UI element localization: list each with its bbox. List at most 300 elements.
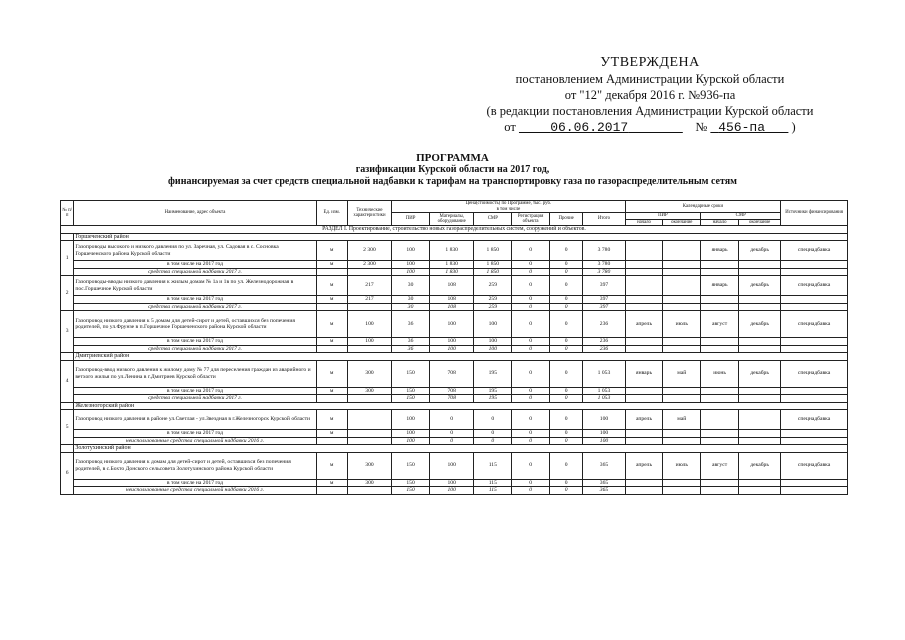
subtotal-label: в том числе на 2017 год — [74, 479, 316, 487]
source-label: неиспользованные средства специальной надбавки 2016 г. — [74, 487, 316, 495]
subtotal-reg: 0 — [512, 387, 550, 395]
object-c1 — [625, 241, 663, 261]
object-c2: май — [663, 360, 701, 387]
subtotal-row — [61, 430, 848, 438]
object-name: Газопровод низкого давления к 5 домам для детей-сирот и детей, оставшихся без попечения родителей, по ул.Фрунзе в п.Горшечное Горшеченского района Курской области — [74, 311, 316, 338]
object-pir: 30 — [392, 276, 430, 296]
object-total: 1 053 — [583, 360, 625, 387]
subtotal-reg: 0 — [512, 479, 550, 487]
source-label: средства специальной надбавки 2017 г. — [74, 268, 316, 276]
subtotal-empty — [663, 430, 701, 438]
subtotal-row — [61, 338, 848, 346]
object-row — [61, 241, 848, 261]
subtotal-row — [61, 387, 848, 395]
header-cal-pir: ПИР — [625, 213, 701, 220]
source-empty — [663, 268, 701, 276]
object-src: спецнадбавка — [781, 360, 848, 387]
source-other: 0 — [549, 487, 582, 495]
approval-line-2: от "12" декабря 2016 г. №936-па — [564, 88, 736, 102]
object-tech: 2 300 — [347, 241, 391, 261]
source-empty — [781, 437, 848, 445]
source-empty — [701, 437, 739, 445]
object-c4 — [738, 410, 780, 430]
program-heading — [0, 152, 905, 188]
district-row — [61, 233, 848, 241]
object-c2: июль — [663, 452, 701, 479]
object-src: спецнадбавка — [781, 452, 848, 479]
object-tech: 300 — [347, 360, 391, 387]
subtotal-unit: м — [316, 261, 347, 269]
object-pir: 100 — [392, 410, 430, 430]
source-total: 397 — [583, 303, 625, 311]
subtotal-tech: 2 300 — [347, 261, 391, 269]
district-name: Золотухинский район — [74, 445, 848, 453]
subtotal-smr: 195 — [474, 387, 512, 395]
source-empty — [347, 487, 391, 495]
subtotal-empty — [625, 261, 663, 269]
district-name: Дмитриевский район — [74, 353, 848, 361]
subtotal-other: 0 — [549, 387, 582, 395]
object-reg: 0 — [512, 311, 550, 338]
object-row — [61, 360, 848, 387]
header-smr: СМР — [474, 213, 512, 226]
header-registration: Регистрация объекта — [512, 213, 550, 226]
object-c3: январь — [701, 276, 739, 296]
object-unit: м — [316, 410, 347, 430]
object-other: 0 — [549, 452, 582, 479]
object-tech: 300 — [347, 452, 391, 479]
object-row — [61, 311, 848, 338]
source-other: 0 — [549, 395, 582, 403]
object-c3: август — [701, 311, 739, 338]
subtotal-empty — [701, 430, 739, 438]
source-smr: 195 — [474, 395, 512, 403]
object-c1: апрель — [625, 452, 663, 479]
subtotal-smr: 0 — [474, 430, 512, 438]
source-total: 236 — [583, 345, 625, 353]
source-other: 0 — [549, 268, 582, 276]
source-empty — [663, 345, 701, 353]
subtotal-empty — [663, 479, 701, 487]
object-tech: 217 — [347, 276, 391, 296]
subtotal-mat: 708 — [429, 387, 473, 395]
subtotal-label: в том числе на 2017 год — [74, 430, 316, 438]
approval-block — [470, 55, 830, 136]
approval-number-label: № — [695, 120, 708, 134]
object-total: 365 — [583, 452, 625, 479]
object-smr: 100 — [474, 311, 512, 338]
subtotal-smr: 100 — [474, 338, 512, 346]
header-source: Источники финансирования — [781, 201, 848, 226]
approval-number: 456-па — [718, 120, 765, 135]
subtotal-other: 0 — [549, 430, 582, 438]
subtotal-empty — [625, 387, 663, 395]
object-name: Газопроводы высокого и низкого давления по ул. Заречная, ул. Садовая в с. Сосновка Горшеченского района Курской области — [74, 241, 316, 261]
object-smr: 0 — [474, 410, 512, 430]
object-c1: январь — [625, 360, 663, 387]
source-empty — [738, 487, 780, 495]
source-empty — [347, 345, 391, 353]
subtotal-label: в том числе на 2017 год — [74, 387, 316, 395]
source-reg: 0 — [512, 268, 550, 276]
source-row — [61, 437, 848, 445]
object-total: 397 — [583, 276, 625, 296]
source-total: 3 780 — [583, 268, 625, 276]
object-c4: декабрь — [738, 452, 780, 479]
header-cal-smr: СМР — [701, 213, 781, 220]
source-reg: 0 — [512, 303, 550, 311]
subtotal-reg: 0 — [512, 338, 550, 346]
header-tech: Технические характеристики — [347, 201, 391, 226]
approval-date: 06.06.2017 — [550, 120, 629, 135]
source-label: средства специальной надбавки 2017 г. — [74, 395, 316, 403]
object-reg: 0 — [512, 241, 550, 261]
object-src: спецнадбавка — [781, 276, 848, 296]
subtotal-smr: 115 — [474, 479, 512, 487]
source-mat: 708 — [429, 395, 473, 403]
object-src: спецнадбавка — [781, 241, 848, 261]
source-row — [61, 395, 848, 403]
subtotal-empty — [781, 261, 848, 269]
subtotal-other: 0 — [549, 296, 582, 304]
source-empty — [781, 268, 848, 276]
subtotal-empty — [738, 296, 780, 304]
source-smr: 115 — [474, 487, 512, 495]
source-pir: 30 — [392, 303, 430, 311]
source-mat: 108 — [429, 303, 473, 311]
header-start-1: начало — [625, 219, 663, 226]
object-number: 1 — [61, 241, 74, 276]
district-row — [61, 445, 848, 453]
approval-title: УТВЕРЖДЕНА — [600, 55, 700, 70]
source-mat: 1 830 — [429, 268, 473, 276]
subtotal-row — [61, 479, 848, 487]
object-other: 0 — [549, 241, 582, 261]
source-label: средства специальной надбавки 2017 г. — [74, 303, 316, 311]
subtotal-smr: 1 850 — [474, 261, 512, 269]
source-row — [61, 268, 848, 276]
subtotal-empty — [701, 296, 739, 304]
header-calendar: Календарные сроки — [625, 201, 781, 213]
subtotal-pir: 36 — [392, 338, 430, 346]
header-materials: Материалы, оборудование — [429, 213, 473, 226]
source-empty — [347, 437, 391, 445]
object-c3: июнь — [701, 360, 739, 387]
source-empty — [316, 268, 347, 276]
subtotal-empty — [663, 296, 701, 304]
object-other: 0 — [549, 276, 582, 296]
source-empty — [625, 345, 663, 353]
header-no: № п/п — [61, 201, 74, 226]
object-smr: 195 — [474, 360, 512, 387]
subtotal-row — [61, 261, 848, 269]
source-pir: 150 — [392, 395, 430, 403]
object-c2: июль — [663, 311, 701, 338]
source-empty — [663, 437, 701, 445]
source-empty — [316, 487, 347, 495]
source-total: 1 053 — [583, 395, 625, 403]
source-reg: 0 — [512, 395, 550, 403]
subtotal-empty — [625, 338, 663, 346]
object-c3 — [701, 410, 739, 430]
approval-close: ) — [791, 120, 796, 134]
subtotal-empty — [701, 338, 739, 346]
object-c2 — [663, 241, 701, 261]
subtotal-total: 236 — [583, 338, 625, 346]
source-empty — [738, 395, 780, 403]
object-mat: 100 — [429, 452, 473, 479]
source-row — [61, 303, 848, 311]
subtotal-empty — [738, 387, 780, 395]
subtotal-empty — [701, 479, 739, 487]
subtotal-total: 3 780 — [583, 261, 625, 269]
object-other: 0 — [549, 410, 582, 430]
district-spacer — [61, 402, 74, 410]
object-unit: м — [316, 452, 347, 479]
object-total: 3 780 — [583, 241, 625, 261]
object-name: Газопровод низкого давления в районе ул.Светлая - ул.Звездная в г.Железногорск Курской области — [74, 410, 316, 430]
source-reg: 0 — [512, 487, 550, 495]
subtotal-pir: 100 — [392, 261, 430, 269]
source-empty — [738, 268, 780, 276]
object-pir: 36 — [392, 311, 430, 338]
source-empty — [625, 487, 663, 495]
source-other: 0 — [549, 303, 582, 311]
subtotal-reg: 0 — [512, 430, 550, 438]
object-name: Газопровод-ввод низкого давления к жилому дому № 77 для переселения граждан из аварийного и ветхого жилья по ул.Ленина в г.Дмитриев Курской области — [74, 360, 316, 387]
source-empty — [663, 395, 701, 403]
object-pir: 100 — [392, 241, 430, 261]
source-smr: 0 — [474, 437, 512, 445]
subtotal-empty — [738, 430, 780, 438]
source-smr: 100 — [474, 345, 512, 353]
object-smr: 259 — [474, 276, 512, 296]
object-reg: 0 — [512, 410, 550, 430]
object-c3: январь — [701, 241, 739, 261]
subtotal-mat: 108 — [429, 296, 473, 304]
object-number: 6 — [61, 452, 74, 494]
object-pir: 150 — [392, 360, 430, 387]
subtotal-total: 397 — [583, 296, 625, 304]
subtotal-empty — [701, 387, 739, 395]
source-empty — [738, 345, 780, 353]
subtotal-mat: 0 — [429, 430, 473, 438]
source-empty — [781, 345, 848, 353]
object-c4: декабрь — [738, 311, 780, 338]
object-mat: 1 830 — [429, 241, 473, 261]
object-smr: 115 — [474, 452, 512, 479]
source-empty — [625, 303, 663, 311]
source-empty — [701, 303, 739, 311]
object-c2: май — [663, 410, 701, 430]
subtotal-reg: 0 — [512, 261, 550, 269]
program-table-body — [61, 226, 848, 495]
source-empty — [738, 303, 780, 311]
source-empty — [625, 395, 663, 403]
subtotal-empty — [781, 479, 848, 487]
object-mat: 708 — [429, 360, 473, 387]
subtotal-empty — [625, 296, 663, 304]
source-empty — [347, 268, 391, 276]
source-reg: 0 — [512, 437, 550, 445]
subtotal-other: 0 — [549, 261, 582, 269]
source-empty — [347, 395, 391, 403]
program-title: ПРОГРАММА — [416, 152, 489, 164]
subtotal-other: 0 — [549, 338, 582, 346]
subtotal-empty — [738, 261, 780, 269]
object-name: Газопроводы-вводы низкого давления к жилым домам № 1а и 1в по ул. Железнодорожная в пос.Горшечное Курской области — [74, 276, 316, 296]
object-unit: м — [316, 276, 347, 296]
source-other: 0 — [549, 437, 582, 445]
subtotal-total: 365 — [583, 479, 625, 487]
approval-line-1: постановлением Администрации Курской области — [515, 72, 785, 86]
object-mat: 108 — [429, 276, 473, 296]
object-c3: август — [701, 452, 739, 479]
subtotal-empty — [701, 261, 739, 269]
object-unit: м — [316, 311, 347, 338]
subtotal-tech — [347, 430, 391, 438]
object-reg: 0 — [512, 360, 550, 387]
subtotal-other: 0 — [549, 479, 582, 487]
source-empty — [781, 303, 848, 311]
source-mat: 100 — [429, 345, 473, 353]
source-pir: 100 — [392, 437, 430, 445]
object-unit: м — [316, 360, 347, 387]
source-smr: 259 — [474, 303, 512, 311]
subtotal-tech: 100 — [347, 338, 391, 346]
subtotal-empty — [663, 387, 701, 395]
subtotal-pir: 30 — [392, 296, 430, 304]
header-total: Итого — [583, 213, 625, 226]
subtotal-mat: 1 830 — [429, 261, 473, 269]
object-c4: декабрь — [738, 241, 780, 261]
subtotal-total: 1 053 — [583, 387, 625, 395]
subtotal-empty — [781, 338, 848, 346]
object-row — [61, 276, 848, 296]
approval-line-3: (в редакции постановления Администрации Курской области — [486, 104, 814, 118]
source-empty — [781, 487, 848, 495]
subtotal-empty — [625, 430, 663, 438]
object-c4: декабрь — [738, 360, 780, 387]
subtotal-mat: 100 — [429, 479, 473, 487]
object-row — [61, 410, 848, 430]
source-pir: 100 — [392, 268, 430, 276]
source-total: 365 — [583, 487, 625, 495]
subtotal-unit: м — [316, 387, 347, 395]
object-reg: 0 — [512, 276, 550, 296]
subtotal-pir: 150 — [392, 387, 430, 395]
object-c1: апрель — [625, 311, 663, 338]
header-end-2: окончание — [738, 219, 780, 226]
source-label: средства специальной надбавки 2017 г. — [74, 345, 316, 353]
object-number: 5 — [61, 410, 74, 445]
subtotal-unit: м — [316, 338, 347, 346]
subtotal-empty — [663, 338, 701, 346]
header-unit: Ед. изм. — [316, 201, 347, 226]
source-empty — [701, 487, 739, 495]
source-other: 0 — [549, 345, 582, 353]
object-smr: 1 850 — [474, 241, 512, 261]
subtotal-pir: 150 — [392, 479, 430, 487]
subtotal-pir: 100 — [392, 430, 430, 438]
source-mat: 0 — [429, 437, 473, 445]
source-pir: 150 — [392, 487, 430, 495]
source-label: неиспользованные средства специальной надбавки 2016 г. — [74, 437, 316, 445]
program-line-1: газификации Курской области на 2017 год, — [355, 164, 550, 175]
object-unit: м — [316, 241, 347, 261]
subtotal-total: 100 — [583, 430, 625, 438]
subtotal-empty — [738, 338, 780, 346]
object-tech — [347, 410, 391, 430]
object-reg: 0 — [512, 452, 550, 479]
header-cost-group: Цена(стоимость) по Программе, тыс. руб. в том числе — [392, 201, 625, 213]
approval-line-4 — [470, 119, 830, 136]
district-row — [61, 353, 848, 361]
subtotal-mat: 100 — [429, 338, 473, 346]
district-spacer — [61, 445, 74, 453]
object-tech: 100 — [347, 311, 391, 338]
header-name: Наименование, адрес объекта — [74, 201, 316, 226]
header-other: Прочие — [549, 213, 582, 226]
district-row — [61, 402, 848, 410]
source-total: 100 — [583, 437, 625, 445]
header-pir: ПИР — [392, 213, 430, 226]
object-c2 — [663, 276, 701, 296]
subtotal-unit: м — [316, 479, 347, 487]
source-empty — [738, 437, 780, 445]
object-mat: 100 — [429, 311, 473, 338]
source-empty — [316, 395, 347, 403]
district-spacer — [61, 353, 74, 361]
subtotal-tech: 217 — [347, 296, 391, 304]
object-src: спецнадбавка — [781, 311, 848, 338]
object-pir: 150 — [392, 452, 430, 479]
object-row — [61, 452, 848, 479]
source-reg: 0 — [512, 345, 550, 353]
object-number: 4 — [61, 360, 74, 402]
object-src: спецнадбавка — [781, 410, 848, 430]
source-empty — [701, 268, 739, 276]
object-number: 3 — [61, 311, 74, 353]
object-c4: декабрь — [738, 276, 780, 296]
subtotal-smr: 259 — [474, 296, 512, 304]
subtotal-empty — [781, 296, 848, 304]
source-empty — [781, 395, 848, 403]
source-empty — [625, 437, 663, 445]
source-empty — [701, 345, 739, 353]
object-total: 236 — [583, 311, 625, 338]
subtotal-empty — [738, 479, 780, 487]
district-name: Железногорский район — [74, 402, 848, 410]
subtotal-empty — [663, 261, 701, 269]
source-empty — [663, 303, 701, 311]
object-number: 2 — [61, 276, 74, 311]
source-empty — [316, 437, 347, 445]
district-spacer — [61, 233, 74, 241]
object-other: 0 — [549, 360, 582, 387]
subtotal-empty — [781, 387, 848, 395]
approval-from-label: от — [504, 120, 516, 134]
object-total: 100 — [583, 410, 625, 430]
subtotal-unit: м — [316, 296, 347, 304]
subtotal-empty — [781, 430, 848, 438]
header-end-1: окончание — [663, 219, 701, 226]
source-empty — [663, 487, 701, 495]
source-row — [61, 345, 848, 353]
subtotal-label: в том числе на 2017 год — [74, 261, 316, 269]
subtotal-reg: 0 — [512, 296, 550, 304]
subtotal-empty — [625, 479, 663, 487]
